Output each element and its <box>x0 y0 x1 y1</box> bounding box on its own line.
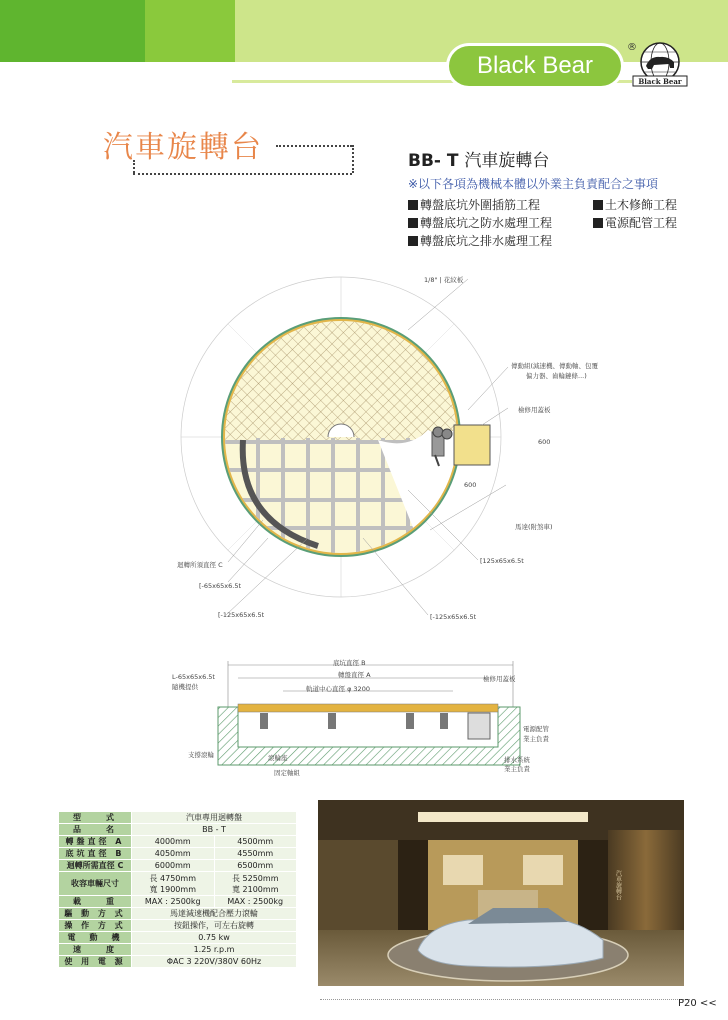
header-band-mid <box>145 0 235 62</box>
table-row <box>59 812 297 824</box>
spec-table <box>58 811 297 968</box>
spec-key: 操 作 方 式 <box>59 920 132 932</box>
table-row <box>59 956 297 968</box>
spec-key: 迴轉所需直徑 C <box>59 860 132 872</box>
section-label-support: 支撐滾輪 <box>188 751 214 759</box>
table-row <box>59 920 297 932</box>
plan-label-beam2: [-125x65x6.5t <box>218 611 265 619</box>
spec-value: 6000mm <box>132 860 215 872</box>
title-leader-bottom <box>133 173 352 175</box>
section-label-axle: 固定軸組 <box>274 769 300 777</box>
table-row <box>59 824 297 836</box>
plan-label-cover: 檢修用蓋板 <box>518 406 551 414</box>
spec-value: 4050mm <box>132 848 215 860</box>
page-title: 汽車旋轉台 <box>103 130 263 165</box>
product-heading <box>408 146 549 171</box>
plan-label-beam1: [125x65x6.5t <box>480 557 524 565</box>
spec-key: 品 名 <box>59 824 132 836</box>
title-leader-right <box>352 145 354 173</box>
product-name: 汽車旋轉台 <box>464 151 550 171</box>
spec-value: MAX : 2500kg <box>214 896 297 908</box>
black-bear-logo-icon <box>630 40 690 88</box>
page-number: P20 << <box>678 998 717 1009</box>
section-label-track: 軌道中心直徑 φ 3200 <box>306 685 370 693</box>
spec-value: 6500mm <box>214 860 297 872</box>
plan-label-dim600a: 600 <box>538 438 551 446</box>
spec-value: 0.75 kw <box>132 932 297 944</box>
spec-value: 4550mm <box>214 848 297 860</box>
section-label-pitB: 底坑直徑 B <box>333 659 366 667</box>
spec-value: MAX : 2500kg <box>132 896 215 908</box>
owner-item: 轉盤底坑之排水處理工程 <box>408 232 552 249</box>
spec-value: 馬達減速機配合壓力滾輪 <box>132 908 297 920</box>
section-label-tableA: 轉盤直徑 A <box>338 671 371 679</box>
owner-notice: ※以下各項為機械本體以外業主負責配合之事項 <box>408 177 659 191</box>
spec-key: 型 式 <box>59 812 132 824</box>
spec-value: 4000mm <box>132 836 215 848</box>
spec-key: 驅 動 方 式 <box>59 908 132 920</box>
plan-label-dim600b: 600 <box>464 481 477 489</box>
table-row <box>59 872 297 896</box>
bullet-square-icon <box>593 218 603 228</box>
table-row <box>59 944 297 956</box>
section-label-power: 電源配管 <box>523 725 549 733</box>
spec-value: 長 4750mm 寬 1900mm <box>132 872 215 896</box>
plan-label-diamC: 迴轉所須直徑 C <box>177 561 223 569</box>
plan-label-drive2: 偏力器、齒輪鏈條...) <box>526 372 587 380</box>
plan-label-drive: 傳動組(減速機、傳動軸、包覆 <box>511 362 599 370</box>
photo-sign: 汽車旋轉台 <box>614 870 622 900</box>
spec-key: 收容車輛尺寸 <box>59 872 132 896</box>
spec-key: 速 度 <box>59 944 132 956</box>
section-label-roller: 滾輪座 <box>268 754 288 762</box>
table-row <box>59 836 297 848</box>
spec-value: 長 5250mm 寬 2100mm <box>214 872 297 896</box>
title-leader-top <box>276 145 352 147</box>
section-label-angle: L-65x65x6.5t <box>172 673 215 681</box>
owner-item: 土木修飾工程 <box>593 196 677 213</box>
registered-mark: ® <box>627 42 637 53</box>
title-leader-left <box>133 160 135 173</box>
spec-key: 底坑直徑 B <box>59 848 132 860</box>
product-model: BB- T <box>408 151 459 171</box>
spec-value: 汽車專用迴轉盤 <box>132 812 297 824</box>
plan-label-plate: 1/8" | 花紋板 <box>424 276 464 284</box>
spec-value: 按鈕操作，可左右旋轉 <box>132 920 297 932</box>
spec-value: ΦAC 3 220V/380V 60Hz <box>132 956 297 968</box>
brand-name: Black Bear <box>476 52 594 79</box>
spec-value: 1.25 r.p.m <box>132 944 297 956</box>
section-label-angle-note: 隨機提供 <box>172 683 198 691</box>
spec-key: 電 動 機 <box>59 932 132 944</box>
turntable-section-drawing <box>168 657 556 782</box>
turntable-plan-drawing <box>168 270 626 632</box>
plan-label-horse: 馬達(附煞車) <box>515 523 553 531</box>
bullet-square-icon <box>408 200 418 210</box>
plan-label-beam3: [-125x65x6.5t <box>430 613 477 621</box>
spec-value: BB - T <box>132 824 297 836</box>
section-label-drain-owner: 業主負責 <box>504 765 530 773</box>
table-row <box>59 908 297 920</box>
table-row <box>59 860 297 872</box>
table-row <box>59 932 297 944</box>
owner-item: 轉盤底坑外圍插筋工程 <box>408 196 540 213</box>
spec-key: 載 重 <box>59 896 132 908</box>
footer-divider <box>320 999 690 1000</box>
owner-item: 轉盤底坑之防水處理工程 <box>408 214 552 231</box>
logo-caption: Black Bear <box>638 77 682 86</box>
section-label-power-owner: 業主負責 <box>523 735 549 743</box>
spec-value: 4500mm <box>214 836 297 848</box>
owner-item: 電源配管工程 <box>593 214 677 231</box>
brand-badge <box>449 46 621 86</box>
section-label-cover: 檢修用蓋板 <box>483 675 516 683</box>
bullet-square-icon <box>408 236 418 246</box>
bullet-square-icon <box>593 200 603 210</box>
spec-key: 轉盤直徑 A <box>59 836 132 848</box>
table-row <box>59 848 297 860</box>
header-band-dark <box>0 0 145 62</box>
table-row <box>59 896 297 908</box>
spec-key: 使 用 電 源 <box>59 956 132 968</box>
bullet-square-icon <box>408 218 418 228</box>
turntable-photo <box>318 800 684 986</box>
plan-label-angle: [-65x65x6.5t <box>199 582 242 590</box>
section-label-drain: 排水系統 <box>504 756 530 764</box>
